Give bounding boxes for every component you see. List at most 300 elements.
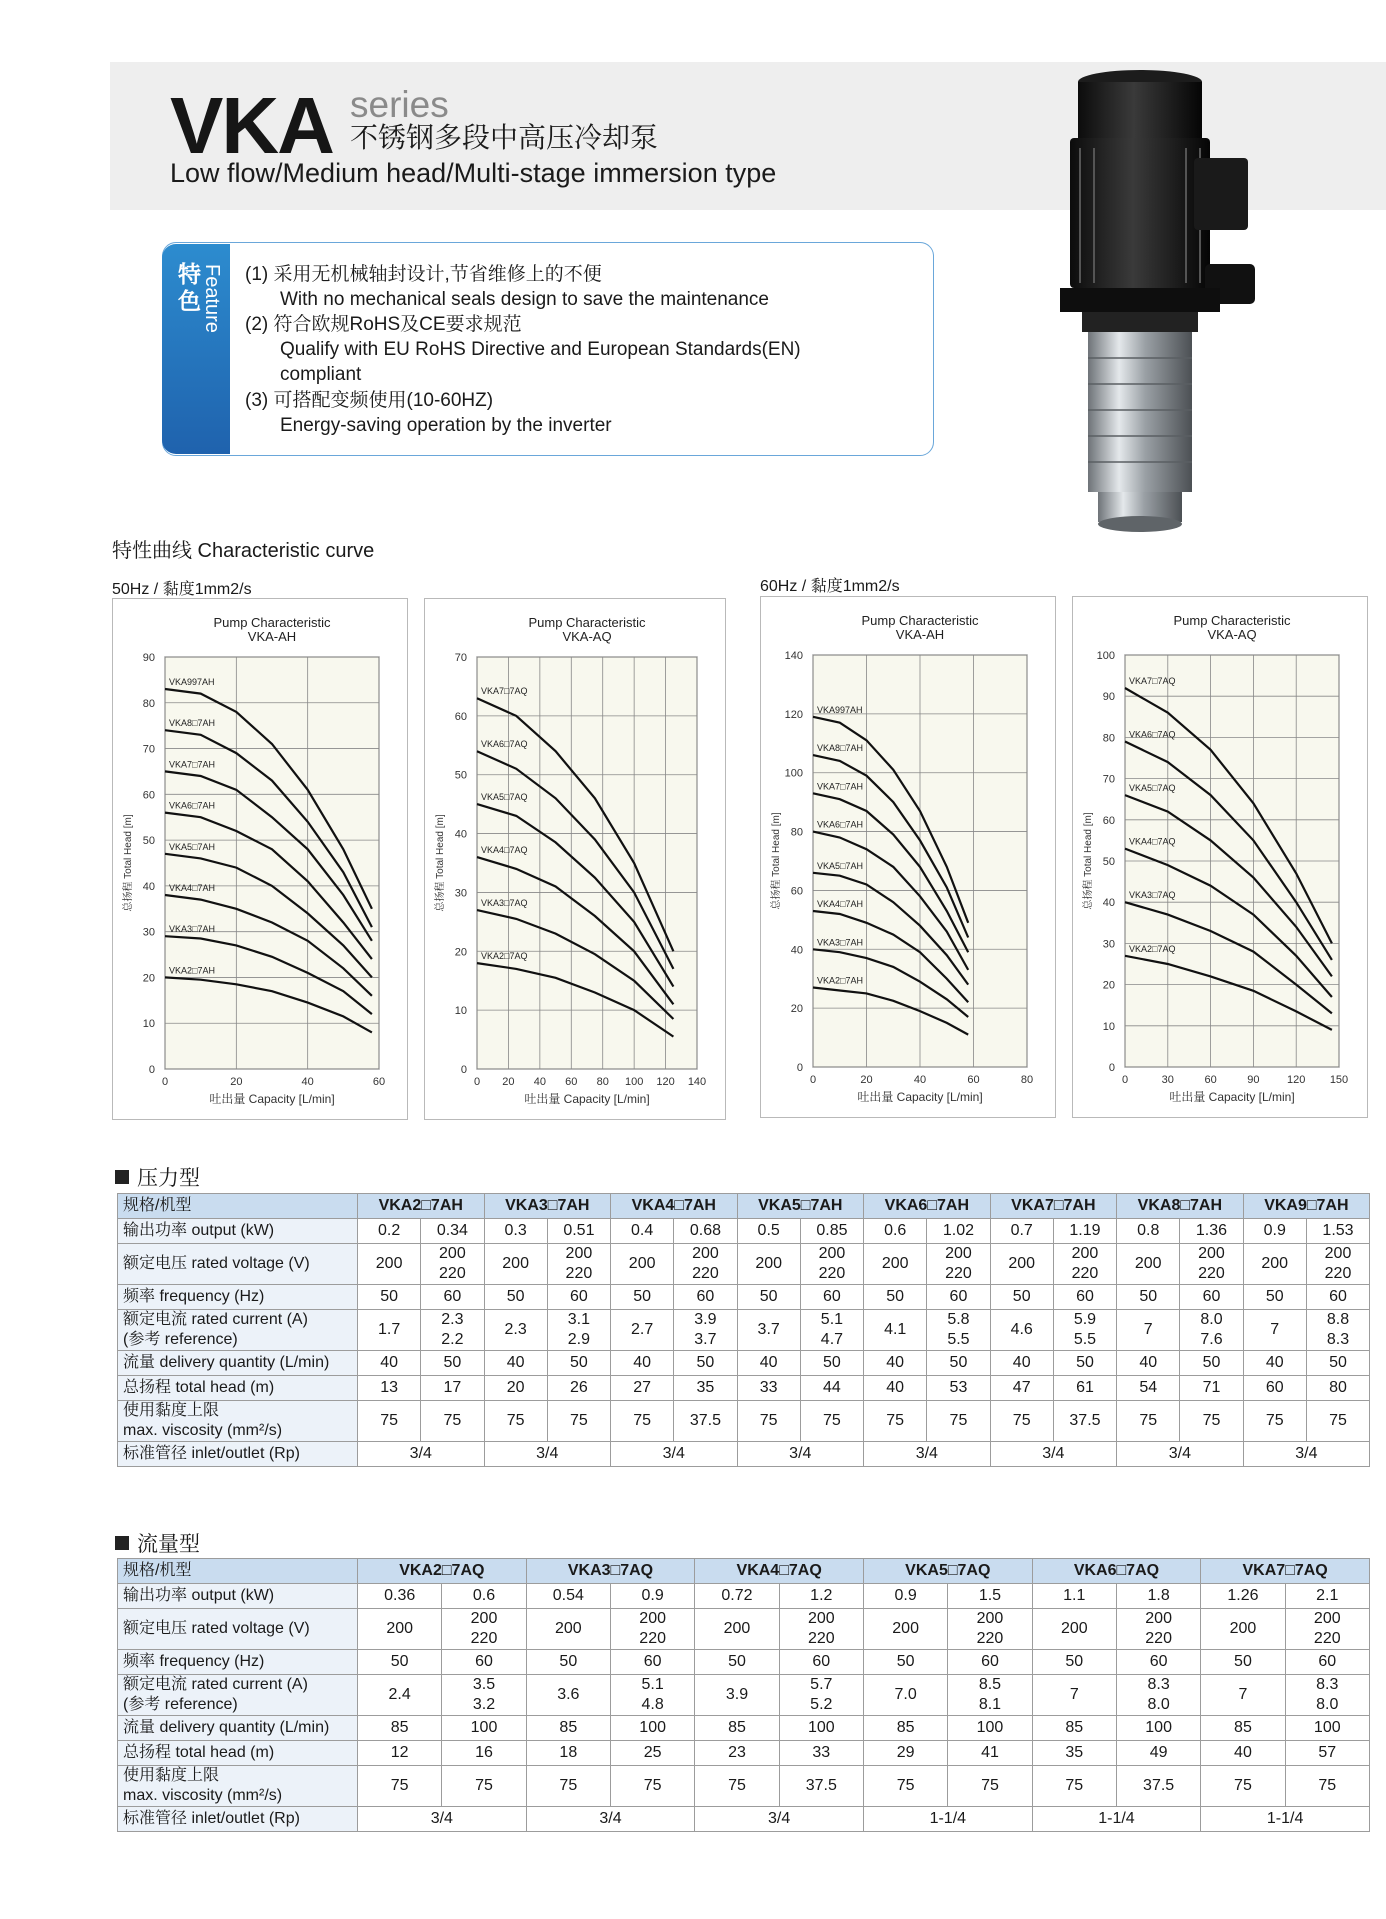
series-label: VKA7□7AQ (1129, 675, 1176, 686)
series-label: VKA7□7AH (817, 781, 863, 792)
table-row (118, 1376, 1370, 1401)
row-label-secondary: (参考 reference) (123, 1696, 238, 1713)
row-label: 总扬程 total head (m) (123, 1379, 275, 1396)
value-cell: 75 (1117, 1401, 1180, 1442)
value-cell: 200 220 (1116, 1609, 1200, 1650)
value-cell: 75 (1180, 1401, 1243, 1442)
value-cell: 3/4 (1117, 1442, 1244, 1467)
value-cell: 3/4 (737, 1442, 864, 1467)
value-cell: 8.3 8.0 (1285, 1675, 1369, 1716)
value-cell: 3/4 (358, 1807, 527, 1832)
y-tick-label: 10 (1102, 1020, 1115, 1033)
value-cell: 49 (1116, 1741, 1200, 1766)
value-cell: 200 220 (442, 1609, 526, 1650)
value-cell: 7.0 (863, 1675, 947, 1716)
value-cell: 0.6 (442, 1584, 526, 1609)
feature-3-cn: (3) 可搭配变频使用(10-60HZ) (245, 390, 494, 411)
value-cell: 1.7 (358, 1310, 421, 1351)
value-cell: 50 (800, 1351, 863, 1376)
y-tick-label: 40 (790, 944, 803, 957)
value-cell: 200 220 (1180, 1244, 1243, 1285)
series-label: VKA5□7AQ (1129, 783, 1176, 794)
value-cell: 60 (779, 1650, 863, 1675)
value-cell: 0.72 (695, 1584, 779, 1609)
value-cell: 8.8 8.3 (1306, 1310, 1369, 1351)
table-row (118, 1716, 1370, 1741)
y-tick-label: 0 (148, 1064, 155, 1076)
x-tick-label: 150 (1329, 1074, 1349, 1086)
value-cell: 200 220 (1053, 1244, 1116, 1285)
value-cell: 40 (1117, 1351, 1180, 1376)
row-label-cell (118, 1376, 358, 1401)
value-cell: 3.9 3.7 (674, 1310, 737, 1351)
feature-1-cn: (1) 采用无机械轴封设计,节省维修上的不便 (245, 264, 602, 285)
value-cell: 50 (990, 1285, 1053, 1310)
model-header-cell: VKA7□7AQ (1201, 1559, 1370, 1584)
spec-table-pressure (117, 1193, 1370, 1467)
value-cell: 200 (863, 1609, 947, 1650)
value-cell: 53 (927, 1376, 990, 1401)
table-header-row (118, 1559, 1370, 1584)
row-label: 流量 delivery quantity (L/min) (123, 1719, 330, 1736)
chart-svg (113, 599, 407, 1119)
row-label-secondary: max. viscosity (mm²/s) (123, 1422, 283, 1439)
value-cell: 25 (610, 1741, 694, 1766)
x-tick-label: 20 (860, 1074, 873, 1086)
value-cell: 200 220 (1306, 1244, 1369, 1285)
row-label-cell (118, 1716, 358, 1741)
value-cell: 7 (1243, 1310, 1306, 1351)
value-cell: 100 (948, 1716, 1032, 1741)
value-cell: 3/4 (484, 1442, 611, 1467)
row-label-cell (118, 1244, 358, 1285)
value-cell: 0.9 (610, 1584, 694, 1609)
y-axis-label: 总扬程 Total Head [m] (771, 812, 782, 910)
x-tick-label: 0 (1121, 1074, 1129, 1086)
value-cell: 5.9 5.5 (1053, 1310, 1116, 1351)
value-cell: 3/4 (990, 1442, 1117, 1467)
value-cell: 35 (1032, 1741, 1116, 1766)
row-label-secondary: max. viscosity (mm²/s) (123, 1787, 283, 1804)
value-cell: 200 (1201, 1609, 1285, 1650)
chart-title: Pump Characteristic (528, 615, 646, 630)
value-cell: 0.51 (547, 1219, 610, 1244)
y-tick-label: 20 (790, 1003, 803, 1016)
value-cell: 3/4 (695, 1807, 864, 1832)
y-tick-label: 70 (454, 652, 467, 664)
value-cell: 5.1 4.7 (800, 1310, 863, 1351)
value-cell: 8.0 7.6 (1180, 1310, 1243, 1351)
value-cell: 37.5 (1053, 1401, 1116, 1442)
value-cell: 1.26 (1201, 1584, 1285, 1609)
feature-2-en-cont: compliant (280, 364, 362, 385)
table-row-pipe (118, 1442, 1370, 1467)
value-cell: 200 220 (610, 1609, 694, 1650)
series-label: VKA997AH (817, 704, 863, 715)
row-label: 使用黏度上限 (123, 1767, 220, 1784)
value-cell: 0.85 (800, 1219, 863, 1244)
value-cell: 0.7 (990, 1219, 1053, 1244)
model-header-cell: VKA2□7AQ (358, 1559, 527, 1584)
value-cell: 8.5 8.1 (948, 1675, 1032, 1716)
value-cell: 29 (863, 1741, 947, 1766)
value-cell: 0.6 (864, 1219, 927, 1244)
value-cell: 75 (1285, 1766, 1369, 1807)
value-cell: 40 (1243, 1351, 1306, 1376)
feature-tab-en: Feature (201, 264, 223, 333)
row-label-cell (118, 1650, 358, 1675)
value-cell: 1-1/4 (1032, 1807, 1201, 1832)
x-tick-label: 80 (596, 1076, 609, 1088)
square-bullet-icon (115, 1170, 129, 1184)
value-cell: 75 (948, 1766, 1032, 1807)
table-flow-title-text: 流量型 (137, 1533, 200, 1556)
series-label: VKA8□7AH (169, 718, 215, 729)
value-cell: 50 (1032, 1650, 1116, 1675)
value-cell: 60 (1053, 1285, 1116, 1310)
value-cell: 50 (421, 1351, 484, 1376)
value-cell: 200 (358, 1609, 442, 1650)
row-label: 额定电流 rated current (A) (123, 1676, 308, 1693)
value-cell: 200 (1243, 1244, 1306, 1285)
value-cell: 60 (1285, 1650, 1369, 1675)
value-cell: 61 (1053, 1376, 1116, 1401)
row-label: 流量 delivery quantity (L/min) (123, 1354, 330, 1371)
chart-svg (761, 597, 1055, 1117)
y-tick-label: 30 (142, 926, 155, 939)
value-cell: 75 (990, 1401, 1053, 1442)
row-label-cell (118, 1351, 358, 1376)
value-cell: 12 (358, 1741, 442, 1766)
table-row (118, 1650, 1370, 1675)
value-cell: 200 (990, 1244, 1053, 1285)
table-row-pipe (118, 1807, 1370, 1832)
value-cell: 3/4 (1243, 1442, 1370, 1467)
value-cell: 200 (695, 1609, 779, 1650)
value-cell: 200 (611, 1244, 674, 1285)
value-cell: 18 (526, 1741, 610, 1766)
model-header-cell: VKA7□7AH (990, 1194, 1117, 1219)
x-tick-label: 90 (1247, 1074, 1260, 1086)
chart-subtitle: VKA-AH (247, 629, 297, 644)
table-row (118, 1244, 1370, 1285)
x-tick-label: 20 (230, 1076, 243, 1088)
value-cell: 44 (800, 1376, 863, 1401)
row-label: 输出功率 output (kW) (123, 1587, 275, 1604)
model-header-cell: VKA2□7AH (358, 1194, 485, 1219)
y-tick-label: 60 (454, 710, 467, 723)
value-cell: 3.9 (695, 1675, 779, 1716)
series-label: VKA6□7AQ (481, 739, 528, 750)
value-cell: 200 (737, 1244, 800, 1285)
x-tick-label: 40 (301, 1076, 314, 1088)
value-cell: 35 (674, 1376, 737, 1401)
table-row (118, 1351, 1370, 1376)
value-cell: 60 (442, 1650, 526, 1675)
value-cell: 200 (526, 1609, 610, 1650)
value-cell: 1.8 (1116, 1584, 1200, 1609)
series-label: VKA4□7AH (169, 883, 215, 894)
row-label-cell (118, 1285, 358, 1310)
header-label-cell: 规格/机型 (118, 1194, 358, 1219)
value-cell: 2.3 (484, 1310, 547, 1351)
value-cell: 200 220 (547, 1244, 610, 1285)
y-tick-label: 140 (784, 650, 803, 662)
x-tick-label: 0 (809, 1074, 817, 1086)
value-cell: 50 (1201, 1650, 1285, 1675)
value-cell: 3.7 (737, 1310, 800, 1351)
value-cell: 85 (1032, 1716, 1116, 1741)
value-cell: 5.7 5.2 (779, 1675, 863, 1716)
value-cell: 50 (547, 1351, 610, 1376)
value-cell: 75 (863, 1766, 947, 1807)
y-tick-label: 10 (142, 1018, 155, 1031)
value-cell: 60 (1243, 1376, 1306, 1401)
feature-3-en: Energy-saving operation by the inverter (280, 415, 612, 436)
value-cell: 200 (484, 1244, 547, 1285)
value-cell: 0.3 (484, 1219, 547, 1244)
freq-label-50hz: 50Hz / 黏度1mm2/s (112, 581, 252, 598)
value-cell: 50 (1180, 1351, 1243, 1376)
x-tick-label: 0 (161, 1076, 169, 1088)
value-cell: 85 (1201, 1716, 1285, 1741)
value-cell: 75 (695, 1766, 779, 1807)
value-cell: 200 (864, 1244, 927, 1285)
value-cell: 60 (1306, 1285, 1369, 1310)
value-cell: 40 (611, 1351, 674, 1376)
value-cell: 7 (1117, 1310, 1180, 1351)
table-flow-title (115, 1528, 200, 1558)
series-label: VKA3□7AQ (481, 898, 528, 909)
value-cell: 71 (1180, 1376, 1243, 1401)
value-cell: 3.6 (526, 1675, 610, 1716)
value-cell: 100 (1116, 1716, 1200, 1741)
y-axis-label: 总扬程 Total Head [m] (123, 814, 134, 912)
x-tick-label: 20 (502, 1076, 515, 1088)
chart-50hz-aq (424, 598, 726, 1120)
value-cell: 3/4 (358, 1442, 485, 1467)
value-cell: 60 (948, 1650, 1032, 1675)
value-cell: 27 (611, 1376, 674, 1401)
row-label: 频率 frequency (Hz) (123, 1288, 265, 1305)
x-tick-label: 120 (1287, 1074, 1306, 1086)
row-label-cell (118, 1741, 358, 1766)
x-tick-label: 140 (687, 1076, 707, 1088)
value-cell: 4.6 (990, 1310, 1053, 1351)
model-header-cell: VKA3□7AQ (526, 1559, 695, 1584)
row-label-cell (118, 1675, 358, 1716)
table-pressure-title (115, 1162, 200, 1192)
value-cell: 200 (1117, 1244, 1180, 1285)
value-cell: 33 (737, 1376, 800, 1401)
chart-50hz-ah (112, 598, 408, 1120)
value-cell: 100 (779, 1716, 863, 1741)
row-label: 频率 frequency (Hz) (123, 1653, 265, 1670)
value-cell: 50 (1117, 1285, 1180, 1310)
value-cell: 3/4 (864, 1442, 991, 1467)
chart-svg (1073, 597, 1367, 1117)
row-label-cell (118, 1219, 358, 1244)
curve-section-title: 特性曲线 Characteristic curve (112, 540, 375, 562)
series-label: VKA6□7AH (817, 819, 863, 830)
value-cell: 5.8 5.5 (927, 1310, 990, 1351)
value-cell: 75 (421, 1401, 484, 1442)
feature-1-en: With no mechanical seals design to save the maintenance (280, 289, 769, 310)
value-cell: 1.19 (1053, 1219, 1116, 1244)
freq-label-60hz: 60Hz / 黏度1mm2/s (760, 578, 900, 595)
value-cell: 200 220 (779, 1609, 863, 1650)
value-cell: 75 (927, 1401, 990, 1442)
value-cell: 200 220 (800, 1244, 863, 1285)
value-cell: 60 (1180, 1285, 1243, 1310)
x-tick-label: 80 (1020, 1074, 1034, 1086)
value-cell: 2.7 (611, 1310, 674, 1351)
value-cell: 0.68 (674, 1219, 737, 1244)
value-cell: 16 (442, 1741, 526, 1766)
spec-table-flow (117, 1558, 1370, 1832)
value-cell: 0.36 (358, 1584, 442, 1609)
series-label: VKA7□7AQ (481, 686, 528, 697)
value-cell: 75 (442, 1766, 526, 1807)
subtitle-en: Low flow/Medium head/Multi-stage immersion type (170, 158, 777, 188)
series-label: VKA2□7AQ (1129, 943, 1176, 954)
y-tick-label: 0 (460, 1064, 467, 1076)
value-cell: 2.4 (358, 1675, 442, 1716)
value-cell: 1.36 (1180, 1219, 1243, 1244)
value-cell: 2.3 2.2 (421, 1310, 484, 1351)
value-cell: 47 (990, 1376, 1053, 1401)
y-tick-label: 50 (1102, 856, 1115, 868)
x-tick-label: 40 (533, 1076, 546, 1088)
value-cell: 50 (484, 1285, 547, 1310)
value-cell: 50 (863, 1650, 947, 1675)
value-cell: 200 220 (1285, 1609, 1369, 1650)
chart-60hz-ah (760, 596, 1056, 1118)
value-cell: 17 (421, 1376, 484, 1401)
value-cell: 37.5 (779, 1766, 863, 1807)
series-label: VKA8□7AH (817, 743, 863, 754)
chart-title: Pump Characteristic (861, 613, 979, 628)
value-cell: 2.1 (1285, 1584, 1369, 1609)
value-cell: 80 (1306, 1376, 1369, 1401)
table-row (118, 1219, 1370, 1244)
value-cell: 85 (863, 1716, 947, 1741)
value-cell: 37.5 (1116, 1766, 1200, 1807)
value-cell: 100 (442, 1716, 526, 1741)
value-cell: 50 (674, 1351, 737, 1376)
y-axis-label: 总扬程 Total Head [m] (435, 814, 446, 912)
value-cell: 85 (358, 1716, 442, 1741)
value-cell: 1-1/4 (863, 1807, 1032, 1832)
value-cell: 50 (358, 1285, 421, 1310)
series-label: VKA5□7AH (817, 860, 863, 871)
table-row (118, 1401, 1370, 1442)
series-label: VKA3□7AQ (1129, 890, 1176, 901)
value-cell: 75 (1032, 1766, 1116, 1807)
title-cn: 不锈钢多段中高压冷却泵 (350, 122, 659, 153)
value-cell: 75 (1306, 1401, 1369, 1442)
value-cell: 60 (421, 1285, 484, 1310)
value-cell: 57 (1285, 1741, 1369, 1766)
table-row (118, 1584, 1370, 1609)
y-tick-label: 50 (454, 769, 467, 782)
y-tick-label: 70 (1102, 773, 1115, 786)
model-header-cell: VKA6□7AQ (1032, 1559, 1201, 1584)
y-tick-label: 60 (1102, 814, 1115, 827)
header-label-cell: 规格/机型 (118, 1559, 358, 1584)
y-tick-label: 10 (454, 1005, 467, 1018)
chart-60hz-aq (1072, 596, 1368, 1118)
row-label-secondary: (参考 reference) (123, 1331, 238, 1348)
value-cell: 33 (779, 1741, 863, 1766)
table-row (118, 1741, 1370, 1766)
x-tick-label: 0 (473, 1076, 481, 1088)
feature-2-cn: (2) 符合欧规RoHS及CE要求规范 (245, 314, 522, 335)
value-cell: 1.53 (1306, 1219, 1369, 1244)
table-row (118, 1285, 1370, 1310)
value-cell: 60 (674, 1285, 737, 1310)
value-cell: 200 220 (421, 1244, 484, 1285)
value-cell: 20 (484, 1376, 547, 1401)
y-tick-label: 100 (1096, 650, 1115, 662)
plot-area (477, 657, 697, 1069)
value-cell: 40 (737, 1351, 800, 1376)
series-label: VKA5□7AH (169, 841, 215, 852)
series-label: VKA3□7AH (817, 937, 863, 948)
value-cell: 200 220 (674, 1244, 737, 1285)
x-tick-label: 60 (565, 1076, 578, 1088)
chart-svg (425, 599, 725, 1119)
value-cell: 75 (358, 1401, 421, 1442)
table-row (118, 1766, 1370, 1807)
brand-name: VKA (170, 81, 333, 170)
value-cell: 200 220 (927, 1244, 990, 1285)
value-cell: 1-1/4 (1201, 1807, 1370, 1832)
value-cell: 3/4 (526, 1807, 695, 1832)
series-label: VKA997AH (169, 677, 215, 688)
value-cell: 75 (358, 1766, 442, 1807)
value-cell: 4.1 (864, 1310, 927, 1351)
model-header-cell: VKA4□7AQ (695, 1559, 864, 1584)
x-tick-label: 120 (656, 1076, 675, 1088)
value-cell: 26 (547, 1376, 610, 1401)
value-cell: 75 (800, 1401, 863, 1442)
y-tick-label: 40 (142, 880, 155, 893)
x-tick-label: 40 (913, 1074, 927, 1086)
value-cell: 60 (1116, 1650, 1200, 1675)
chart-subtitle: VKA-AH (895, 627, 945, 642)
value-cell: 3.1 2.9 (547, 1310, 610, 1351)
value-cell: 0.34 (421, 1219, 484, 1244)
x-axis-label: 吐出量 Capacity [L/min] (1169, 1090, 1295, 1104)
series-label: VKA5□7AQ (481, 792, 528, 803)
row-label-cell (118, 1401, 358, 1442)
value-cell: 85 (526, 1716, 610, 1741)
value-cell: 50 (526, 1650, 610, 1675)
row-label-cell (118, 1584, 358, 1609)
y-tick-label: 30 (454, 887, 467, 900)
value-cell: 5.1 4.8 (610, 1675, 694, 1716)
row-label: 额定电压 rated voltage (V) (123, 1255, 310, 1272)
value-cell: 75 (737, 1401, 800, 1442)
row-label-cell: 标准管径 inlet/outlet (Rp) (118, 1807, 358, 1832)
value-cell: 50 (695, 1650, 779, 1675)
table-row (118, 1310, 1370, 1351)
model-header-cell: VKA3□7AH (484, 1194, 611, 1219)
x-tick-label: 60 (1204, 1074, 1217, 1086)
value-cell: 7 (1201, 1675, 1285, 1716)
value-cell: 50 (1306, 1351, 1369, 1376)
